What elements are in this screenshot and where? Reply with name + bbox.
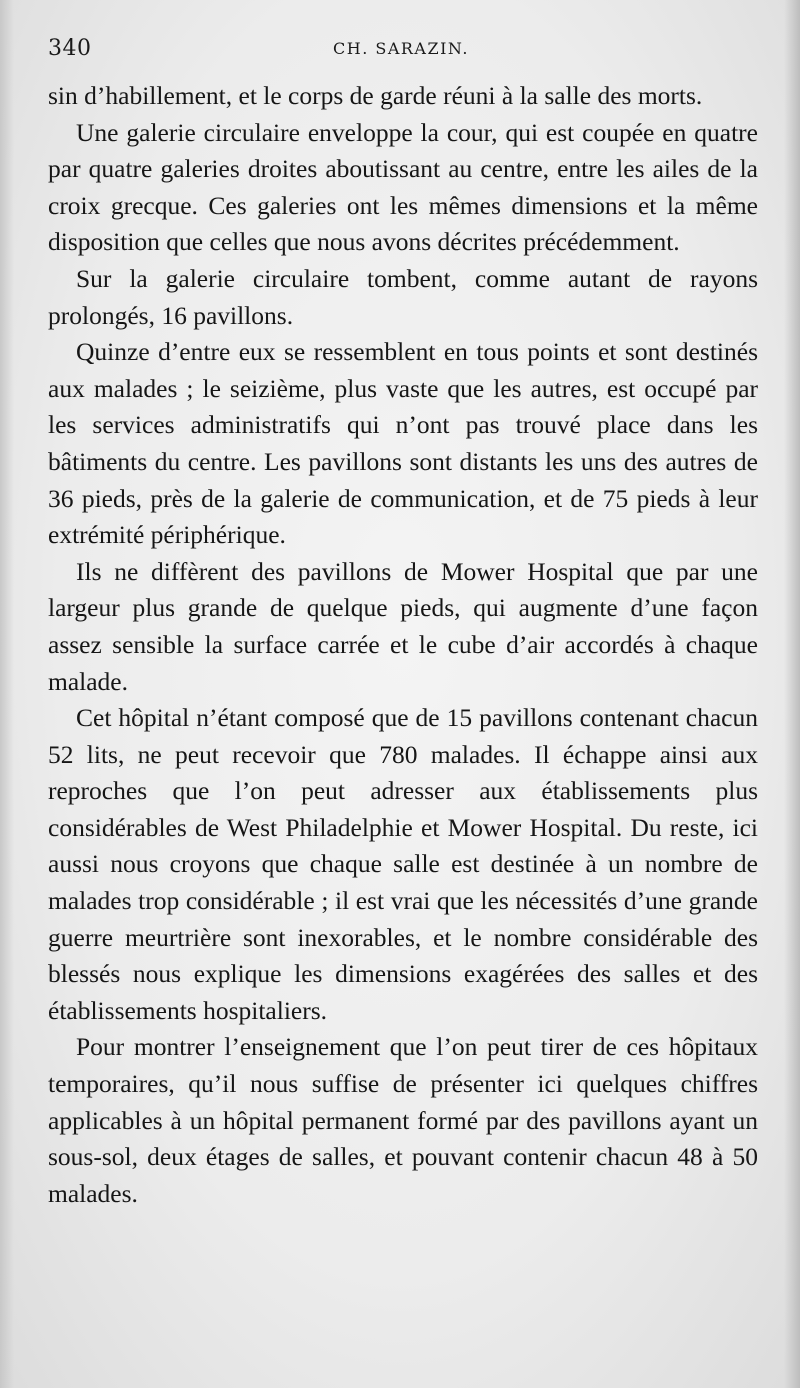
paragraph: Cet hôpital n’étant composé que de 15 pavillons contenant chacun 52 lits, ne peut recevoir que 780 malades. Il échappe ainsi aux reproches que l’on peut adresser aux établissements plus considérables de West Philadelphie et Mower Hospital. Du reste, ici aussi nous croyons que chaque salle est destinée à un nombre de malades trop considérable ; il est vrai que les nécessités d’une grande guerre meurtrière sont inexorables, et le nombre considérable des blessés nous explique les dimensions exagérées des salles et des établissements hospitaliers. [48, 703, 758, 1025]
paragraph-continued: sin d’habillement, et le corps de garde réuni à la salle des morts. [48, 81, 703, 110]
paragraph: Quinze d’entre eux se ressemblent en tous points et sont destinés aux malades ; le seizième, plus vaste que les autres, est occupé par les services administratifs qui n’ont pas trouvé place dans les bâtiments du centre. Les pavillons sont distants les uns des autres de 36 pieds, près de la galerie de communication, et de 75 pieds à leur extrémité périphérique. [48, 337, 758, 550]
body-text [48, 78, 758, 1212]
running-head [48, 36, 754, 72]
paragraph: Ils ne diffèrent des pavillons de Mower Hospital que par une largeur plus grande de quelque pieds, qui augmente d’une façon assez sensible la surface carrée et le cube d’air accordés à chaque malade. [48, 556, 758, 696]
paragraph: Pour montrer l’enseignement que l’on peut tirer de ces hôpitaux temporaires, qu’il nous suffise de présenter ici quelques chiffres applicables à un hôpital permanent formé par des pavillons ayant un sous-sol, deux étages de salles, et pouvant contenir chacun 48 à 50 malades. [48, 1032, 758, 1208]
page-left-edge-shadow [0, 0, 14, 1388]
paragraph: Une galerie circulaire enveloppe la cour, qui est coupée en quatre par quatre galeries droites aboutissant au centre, entre les ailes de la croix grecque. Ces galeries ont les mêmes dimensions et la même disposition que celles que nous avons décrites précédemment. [48, 117, 758, 257]
page-right-edge-shadow [784, 0, 800, 1388]
page-number: 340 [48, 36, 92, 61]
paragraph: Sur la galerie circulaire tombent, comme autant de rayons prolongés, 16 pavillons. [48, 263, 758, 330]
running-title: CH. SARAZIN. [333, 39, 469, 58]
